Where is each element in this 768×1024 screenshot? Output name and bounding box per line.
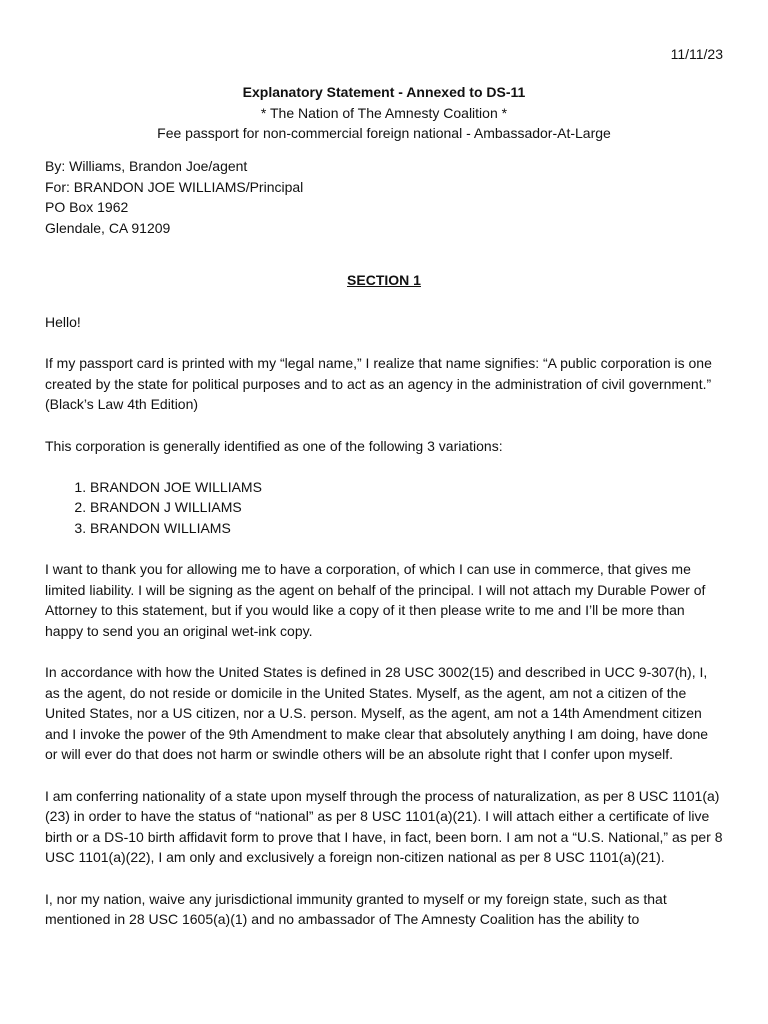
- section-heading: SECTION 1: [347, 272, 421, 288]
- address-by: By: Williams, Brandon Joe/agent: [45, 158, 248, 174]
- paragraph-corporation: I want to thank you for allowing me to have a corporation, of which I can use in commerce, that gives me limited liability. I will be signing as the agent on behalf of the principal. I will not attach my Durable Power of Attorney to this statement, but if you would like a copy of it then please write to me and I’ll be more than happy to send you an original wet-ink copy.: [45, 561, 706, 639]
- document-title: Explanatory Statement - Annexed to DS-11: [242, 84, 526, 100]
- address-city: Glendale, CA 91209: [45, 219, 171, 236]
- paragraph-immunity: I, nor my nation, waive any jurisdictional immunity granted to myself or my foreign state, such as that mentioned in 28 USC 1605(a)(1) and no ambassador of The Amnesty Coalition has the ability to: [45, 890, 667, 928]
- document-body: [45, 312, 723, 950]
- list-item: 2. BRANDON J WILLIAMS: [90, 497, 723, 518]
- list-item: 3. BRANDON WILLIAMS: [90, 518, 723, 539]
- document-subtitle: * The Nation of The Amnesty Coalition *: [260, 104, 508, 121]
- paragraph-united-states: In accordance with how the United States is defined in 28 USC 3002(15) and described in UCC 9-307(h), I, as the agent, do not reside or domicile in the United States. Myself, as the agent, am not a citizen of the United States, nor a US citizen, nor a U.S. person. Myself, as the agent, am not a 14th Amendment citizen and I invoke the power of the 9th Amendment to make clear that absolutely anything I am doing, have done or will ever do that does not harm or swindle others will be an absolute right that I confer upon myself.: [45, 664, 709, 763]
- list-item: 1. BRANDON JOE WILLIAMS: [90, 477, 723, 498]
- address-block: [45, 156, 303, 238]
- document-date: 11/11/23: [670, 46, 723, 62]
- paragraph-legal-name: If my passport card is printed with my “legal name,” I realize that name signifies: “A public corporation is one created by the state for political purposes and to act as an agency in the administration of civil government.” (Black’s Law 4th Edition): [45, 355, 712, 413]
- address-po-box: PO Box 1962: [45, 199, 129, 216]
- paragraph-variations-intro: This corporation is generally identified as one of the following 3 variations:: [45, 437, 503, 454]
- document-description: Fee passport for non-commercial foreign national - Ambassador-At-Large: [157, 125, 611, 142]
- address-for: For: BRANDON JOE WILLIAMS/Principal: [45, 178, 304, 195]
- paragraph-nationality: I am conferring nationality of a state upon myself through the process of naturalization, as per 8 USC 1101(a)(23) in order to have the status of “national” as per 8 USC 1101(a)(21). I will attach either a certificate of live birth or a DS-10 birth affidavit form to prove that I have, in fact, been born. I am not a “U.S. National,” as per 8 USC 1101(a)(22), I am only and exclusively a foreign non-citizen national as per 8 USC 1101(a)(21).: [45, 787, 723, 866]
- document-header: [0, 82, 768, 144]
- greeting: Hello!: [45, 314, 81, 330]
- variations-list: [45, 477, 723, 539]
